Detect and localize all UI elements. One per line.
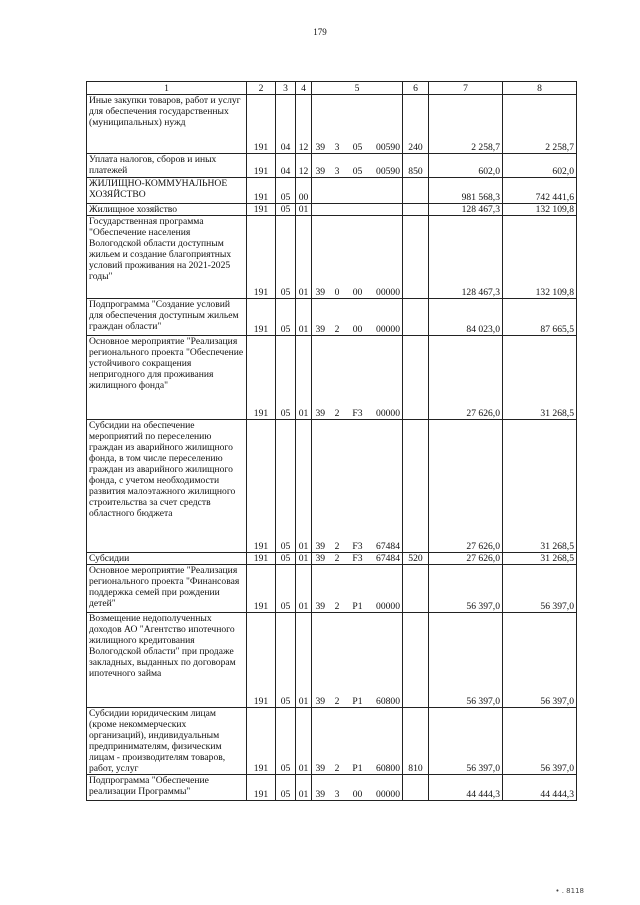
row-amount-year1: 44 444,3	[429, 775, 503, 801]
footer-mark: • . 8118	[555, 887, 584, 895]
row-event-code: P1	[346, 613, 370, 708]
row-event-code: 00	[346, 216, 370, 299]
header-cell-7: 7	[429, 82, 503, 95]
row-subsection-code: 01	[296, 204, 312, 216]
row-subsection-code: 12	[296, 154, 312, 178]
table-row	[87, 565, 577, 613]
row-name: Подпрограмма "Создание условий для обеспечения доступным жильем граждан области"	[87, 299, 247, 336]
row-program-code: 39	[312, 336, 329, 420]
row-subsection-code: 01	[296, 565, 312, 613]
row-subsection-code: 01	[296, 708, 312, 775]
row-direction-code: 60800	[370, 708, 403, 775]
row-amount-year1: 56 397,0	[429, 565, 503, 613]
row-event-code: 05	[346, 95, 370, 154]
header-cell-2: 2	[247, 82, 276, 95]
table-row	[87, 775, 577, 801]
row-amount-year2: 2 258,7	[503, 95, 577, 154]
row-subprogram-code: 3	[329, 775, 346, 801]
row-direction-code: 00000	[370, 775, 403, 801]
row-amount-year2: 56 397,0	[503, 613, 577, 708]
row-section-code: 05	[276, 336, 296, 420]
row-direction-code: 60800	[370, 613, 403, 708]
row-expense-type	[403, 420, 429, 553]
row-amount-year1: 602,0	[429, 154, 503, 178]
row-subsection-code: 01	[296, 299, 312, 336]
table-row	[87, 204, 577, 216]
table-row	[87, 420, 577, 553]
row-ministry-code: 191	[247, 775, 276, 801]
table-row	[87, 613, 577, 708]
row-expense-type	[403, 299, 429, 336]
row-name: Иные закупки товаров, работ и услуг для обеспечения государственных (муниципальных) нужд	[87, 95, 247, 154]
row-section-code: 05	[276, 216, 296, 299]
row-ministry-code: 191	[247, 708, 276, 775]
row-program-code: 39	[312, 154, 329, 178]
row-section-code: 05	[276, 553, 296, 565]
row-amount-year2: 132 109,8	[503, 204, 577, 216]
table-row	[87, 95, 577, 154]
row-direction-code: 00590	[370, 154, 403, 178]
table-row	[87, 336, 577, 420]
row-amount-year2: 56 397,0	[503, 565, 577, 613]
row-program-code	[312, 204, 329, 216]
row-subsection-code: 01	[296, 216, 312, 299]
row-subsection-code: 12	[296, 95, 312, 154]
row-amount-year1: 84 023,0	[429, 299, 503, 336]
row-amount-year1: 56 397,0	[429, 613, 503, 708]
row-ministry-code: 191	[247, 299, 276, 336]
row-expense-type	[403, 204, 429, 216]
row-section-code: 05	[276, 565, 296, 613]
row-direction-code	[370, 204, 403, 216]
row-amount-year2: 602,0	[503, 154, 577, 178]
row-expense-type: 520	[403, 553, 429, 565]
row-expense-type	[403, 178, 429, 204]
row-direction-code: 67484	[370, 420, 403, 553]
row-amount-year2: 132 109,8	[503, 216, 577, 299]
row-subprogram-code: 2	[329, 336, 346, 420]
row-subsection-code: 00	[296, 178, 312, 204]
row-expense-type	[403, 775, 429, 801]
row-ministry-code: 191	[247, 565, 276, 613]
header-cell-1: 1	[87, 82, 247, 95]
row-ministry-code: 191	[247, 336, 276, 420]
row-subsection-code: 01	[296, 775, 312, 801]
row-event-code: P1	[346, 565, 370, 613]
row-event-code: 00	[346, 299, 370, 336]
row-name: Подпрограмма "Обеспечение реализации Программы"	[87, 775, 247, 801]
row-ministry-code: 191	[247, 204, 276, 216]
header-row	[87, 82, 577, 95]
row-event-code: F3	[346, 420, 370, 553]
row-event-code	[346, 178, 370, 204]
header-cell-8: 8	[503, 82, 577, 95]
row-subprogram-code: 2	[329, 565, 346, 613]
row-name: Возмещение недополученных доходов АО "Агентство ипотечного жилищного кредитования Вологодской области" при продаже закладных, выданных по договорам ипотечного займа	[87, 613, 247, 708]
row-amount-year2: 742 441,6	[503, 178, 577, 204]
row-program-code: 39	[312, 95, 329, 154]
row-program-code: 39	[312, 299, 329, 336]
row-subsection-code: 01	[296, 553, 312, 565]
table-row	[87, 154, 577, 178]
row-direction-code: 00000	[370, 216, 403, 299]
row-event-code: F3	[346, 553, 370, 565]
row-subprogram-code: 2	[329, 708, 346, 775]
row-name: Государственная программа "Обеспечение населения Вологодской области доступным жильем и создание благоприятных условий проживания на 2021-2025 годы"	[87, 216, 247, 299]
header-cell-6: 6	[403, 82, 429, 95]
row-event-code: 05	[346, 154, 370, 178]
row-name: ЖИЛИЩНО-КОММУНАЛЬНОЕ ХОЗЯЙСТВО	[87, 178, 247, 204]
row-amount-year1: 2 258,7	[429, 95, 503, 154]
row-expense-type	[403, 336, 429, 420]
row-amount-year2: 56 397,0	[503, 708, 577, 775]
header-cell-3: 3	[276, 82, 296, 95]
row-amount-year1: 27 626,0	[429, 420, 503, 553]
header-cell-5: 5	[312, 82, 403, 95]
row-ministry-code: 191	[247, 216, 276, 299]
row-subsection-code: 01	[296, 613, 312, 708]
row-direction-code: 67484	[370, 553, 403, 565]
row-direction-code: 00000	[370, 336, 403, 420]
row-event-code: F3	[346, 336, 370, 420]
row-amount-year1: 128 467,3	[429, 204, 503, 216]
row-ministry-code: 191	[247, 154, 276, 178]
row-program-code: 39	[312, 216, 329, 299]
row-section-code: 05	[276, 420, 296, 553]
row-ministry-code: 191	[247, 420, 276, 553]
row-program-code: 39	[312, 565, 329, 613]
row-subsection-code: 01	[296, 336, 312, 420]
row-direction-code: 00000	[370, 565, 403, 613]
header-cell-4: 4	[296, 82, 312, 95]
row-expense-type: 240	[403, 95, 429, 154]
row-subprogram-code	[329, 204, 346, 216]
row-name: Жилищное хозяйство	[87, 204, 247, 216]
row-subprogram-code: 2	[329, 553, 346, 565]
page-number: 179	[313, 27, 327, 37]
row-subsection-code: 01	[296, 420, 312, 553]
row-event-code: P1	[346, 708, 370, 775]
row-event-code: 00	[346, 775, 370, 801]
row-subprogram-code: 3	[329, 95, 346, 154]
row-program-code	[312, 178, 329, 204]
row-program-code: 39	[312, 775, 329, 801]
row-section-code: 04	[276, 95, 296, 154]
row-subprogram-code: 2	[329, 420, 346, 553]
row-expense-type	[403, 613, 429, 708]
row-subprogram-code: 0	[329, 216, 346, 299]
row-section-code: 05	[276, 299, 296, 336]
row-name: Субсидии юридическим лицам (кроме некоммерческих организаций), индивидуальным предпринимателям, физическим лицам - производителям товаров, работ, услуг	[87, 708, 247, 775]
row-ministry-code: 191	[247, 95, 276, 154]
row-direction-code: 00590	[370, 95, 403, 154]
row-expense-type	[403, 216, 429, 299]
row-ministry-code: 191	[247, 178, 276, 204]
row-section-code: 05	[276, 178, 296, 204]
row-amount-year1: 27 626,0	[429, 553, 503, 565]
row-amount-year2: 44 444,3	[503, 775, 577, 801]
row-name: Уплата налогов, сборов и иных платежей	[87, 154, 247, 178]
row-program-code: 39	[312, 708, 329, 775]
row-subprogram-code: 2	[329, 299, 346, 336]
table-row	[87, 178, 577, 204]
row-subprogram-code: 3	[329, 154, 346, 178]
row-ministry-code: 191	[247, 613, 276, 708]
row-expense-type: 850	[403, 154, 429, 178]
row-section-code: 04	[276, 154, 296, 178]
table-row	[87, 299, 577, 336]
budget-table	[86, 81, 577, 801]
row-name: Основное мероприятие "Реализация регионального проекта "Финансовая поддержка семей при рождении детей"	[87, 565, 247, 613]
row-ministry-code: 191	[247, 553, 276, 565]
row-amount-year1: 981 568,3	[429, 178, 503, 204]
table-row	[87, 708, 577, 775]
row-amount-year1: 128 467,3	[429, 216, 503, 299]
row-amount-year2: 31 268,5	[503, 420, 577, 553]
row-expense-type: 810	[403, 708, 429, 775]
row-amount-year2: 31 268,5	[503, 336, 577, 420]
row-program-code: 39	[312, 613, 329, 708]
row-name: Субсидии	[87, 553, 247, 565]
row-section-code: 05	[276, 204, 296, 216]
row-section-code: 05	[276, 775, 296, 801]
table-row	[87, 553, 577, 565]
row-amount-year1: 27 626,0	[429, 336, 503, 420]
row-amount-year2: 87 665,5	[503, 299, 577, 336]
row-name: Субсидии на обеспечение мероприятий по переселению граждан из аварийного жилищного фонда, в том числе переселению граждан из аварийного жилищного фонда, с учетом необходимости развития малоэтажного жилищного строительства за счет средств областного бюджета	[87, 420, 247, 553]
row-amount-year1: 56 397,0	[429, 708, 503, 775]
table-row	[87, 216, 577, 299]
row-section-code: 05	[276, 613, 296, 708]
row-direction-code: 00000	[370, 299, 403, 336]
row-program-code: 39	[312, 420, 329, 553]
row-amount-year2: 31 268,5	[503, 553, 577, 565]
row-direction-code	[370, 178, 403, 204]
row-expense-type	[403, 565, 429, 613]
row-event-code	[346, 204, 370, 216]
row-subprogram-code: 2	[329, 613, 346, 708]
row-subprogram-code	[329, 178, 346, 204]
row-program-code: 39	[312, 553, 329, 565]
row-section-code: 05	[276, 708, 296, 775]
row-name: Основное мероприятие "Реализация регионального проекта "Обеспечение устойчивого сокращения непригодного для проживания жилищного фонда"	[87, 336, 247, 420]
